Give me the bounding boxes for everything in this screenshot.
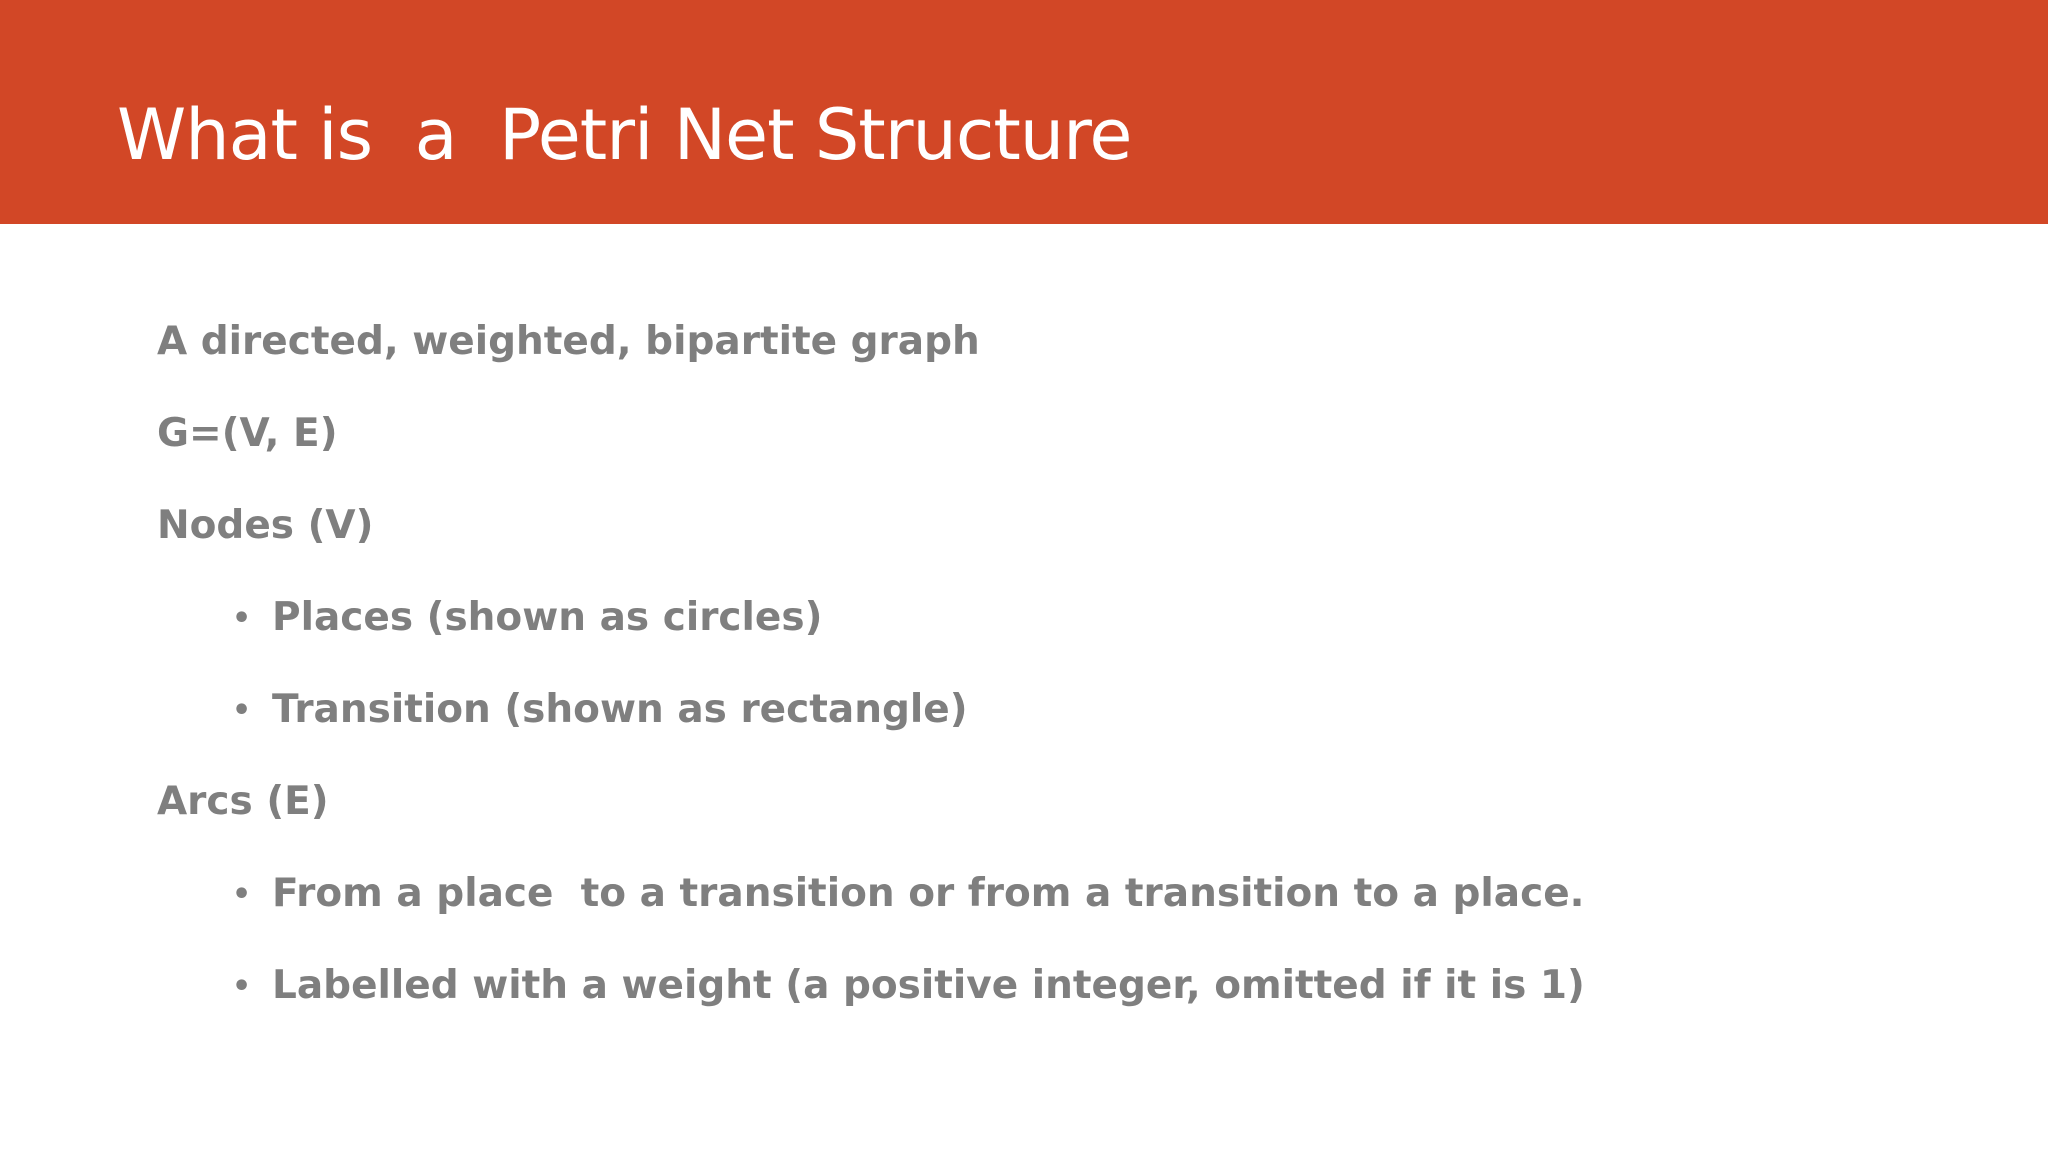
body-line-places: Places (shown as circles) — [272, 595, 823, 640]
body-line-transition: Transition (shown as rectangle) — [272, 687, 968, 732]
body-line-nodes: Nodes (V) — [157, 503, 374, 548]
body-line-graph-definition: A directed, weighted, bipartite graph — [157, 319, 980, 364]
body-line-arcs: Arcs (E) — [157, 779, 329, 824]
body-line-graph-tuple: G=(V, E) — [157, 411, 338, 456]
bullet-arc-direction: • — [232, 877, 252, 912]
bullet-places: • — [232, 601, 252, 636]
slide-title: What is a Petri Net Structure — [117, 94, 1132, 176]
bullet-arc-weight: • — [232, 969, 252, 1004]
body-line-arc-weight: Labelled with a weight (a positive integer, omitted if it is 1) — [272, 963, 1585, 1008]
body-line-arc-direction: From a place to a transition or from a transition to a place. — [272, 871, 1585, 916]
bullet-transition: • — [232, 693, 252, 728]
